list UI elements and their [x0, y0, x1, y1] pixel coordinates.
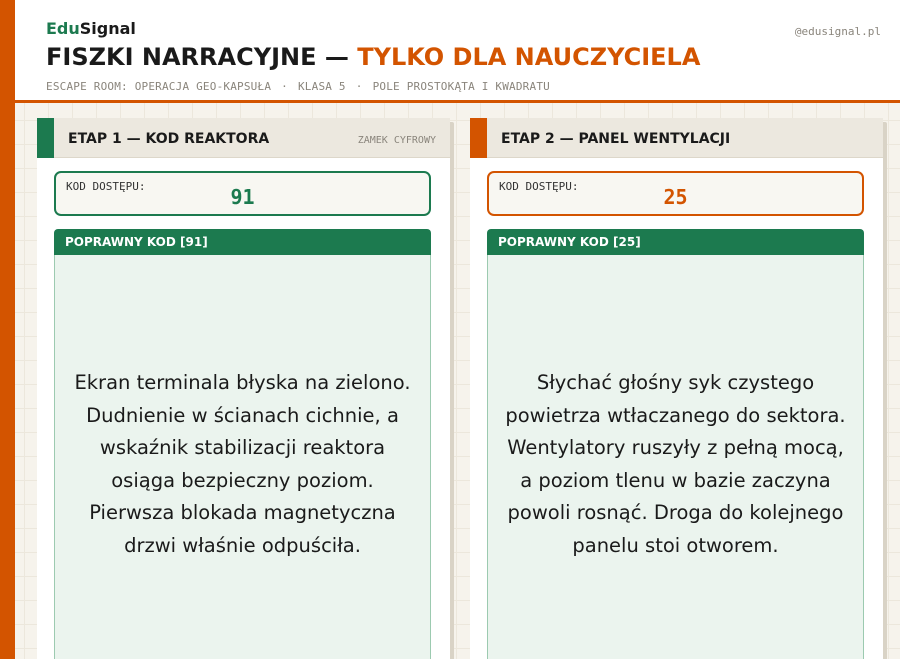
card-header — [37, 118, 450, 158]
page-subtitle — [46, 80, 550, 93]
access-code-value: 25 — [663, 185, 688, 209]
narrative-text: Ekran terminala błyska na zielono. Dudnienie w ścianach cichnie, a wskaźnik stabilizacji reaktora osiąga bezpieczny poziom. Pierwsza blokada magnetyczna drzwi właśnie odpuściła. — [74, 371, 411, 557]
lock-type-label: ZAMEK CYFROWY — [357, 135, 436, 146]
card-color-tab — [470, 118, 487, 158]
correct-code-label: POPRAWNY KOD [25] — [498, 235, 641, 249]
narrative-card-stage-1 — [37, 118, 450, 659]
subtitle-separator: · — [281, 80, 288, 93]
correct-code-header — [487, 229, 864, 255]
subtitle-separator: · — [355, 80, 363, 93]
subtitle-game: ESCAPE ROOM: OPERACJA GEO-KAPSUŁA — [46, 80, 272, 93]
access-code-box — [54, 171, 431, 216]
page-title-accent: TYLKO DLA NAUCZYCIELA — [357, 43, 701, 71]
narrative-text-box — [487, 255, 864, 659]
access-code-label: KOD DOSTĘPU: — [66, 180, 146, 193]
access-code-label: KOD DOSTĘPU: — [499, 180, 579, 193]
card-color-tab — [37, 118, 54, 158]
subtitle-topic: POLE PROSTOKĄTA I KWADRATU — [372, 80, 550, 93]
brand-logo-part2: Signal — [79, 19, 136, 38]
narrative-card-stage-2 — [470, 118, 883, 659]
card-header — [470, 118, 883, 158]
narrative-text: Słychać głośny syk czystego powietrza wtłaczanego do sektora. Wentylatory ruszyły z pełną mocą, a poziom tlenu w bazie zaczyna powoli rosnąć. Droga do kolejnego panelu stoi otworem. — [505, 371, 846, 557]
page-header — [15, 0, 900, 103]
access-code-value: 91 — [230, 185, 255, 209]
subtitle-class: KLASA 5 — [297, 80, 346, 93]
correct-code-label: POPRAWNY KOD [91] — [65, 235, 208, 249]
brand-logo-part1: Edu — [46, 19, 80, 38]
stage-title: ETAP 2 — PANEL WENTYLACJI — [501, 131, 731, 147]
page-title — [46, 43, 700, 71]
access-code-box — [487, 171, 864, 216]
correct-code-header — [54, 229, 431, 255]
social-handle: @edusignal.pl — [794, 25, 881, 38]
stage-title: ETAP 1 — KOD REAKTORA — [68, 131, 270, 147]
left-accent-stripe — [0, 0, 15, 659]
narrative-text-box — [54, 255, 431, 659]
page-title-main: FISZKI NARRACYJNE — — [46, 43, 358, 71]
brand-logo — [46, 19, 136, 38]
